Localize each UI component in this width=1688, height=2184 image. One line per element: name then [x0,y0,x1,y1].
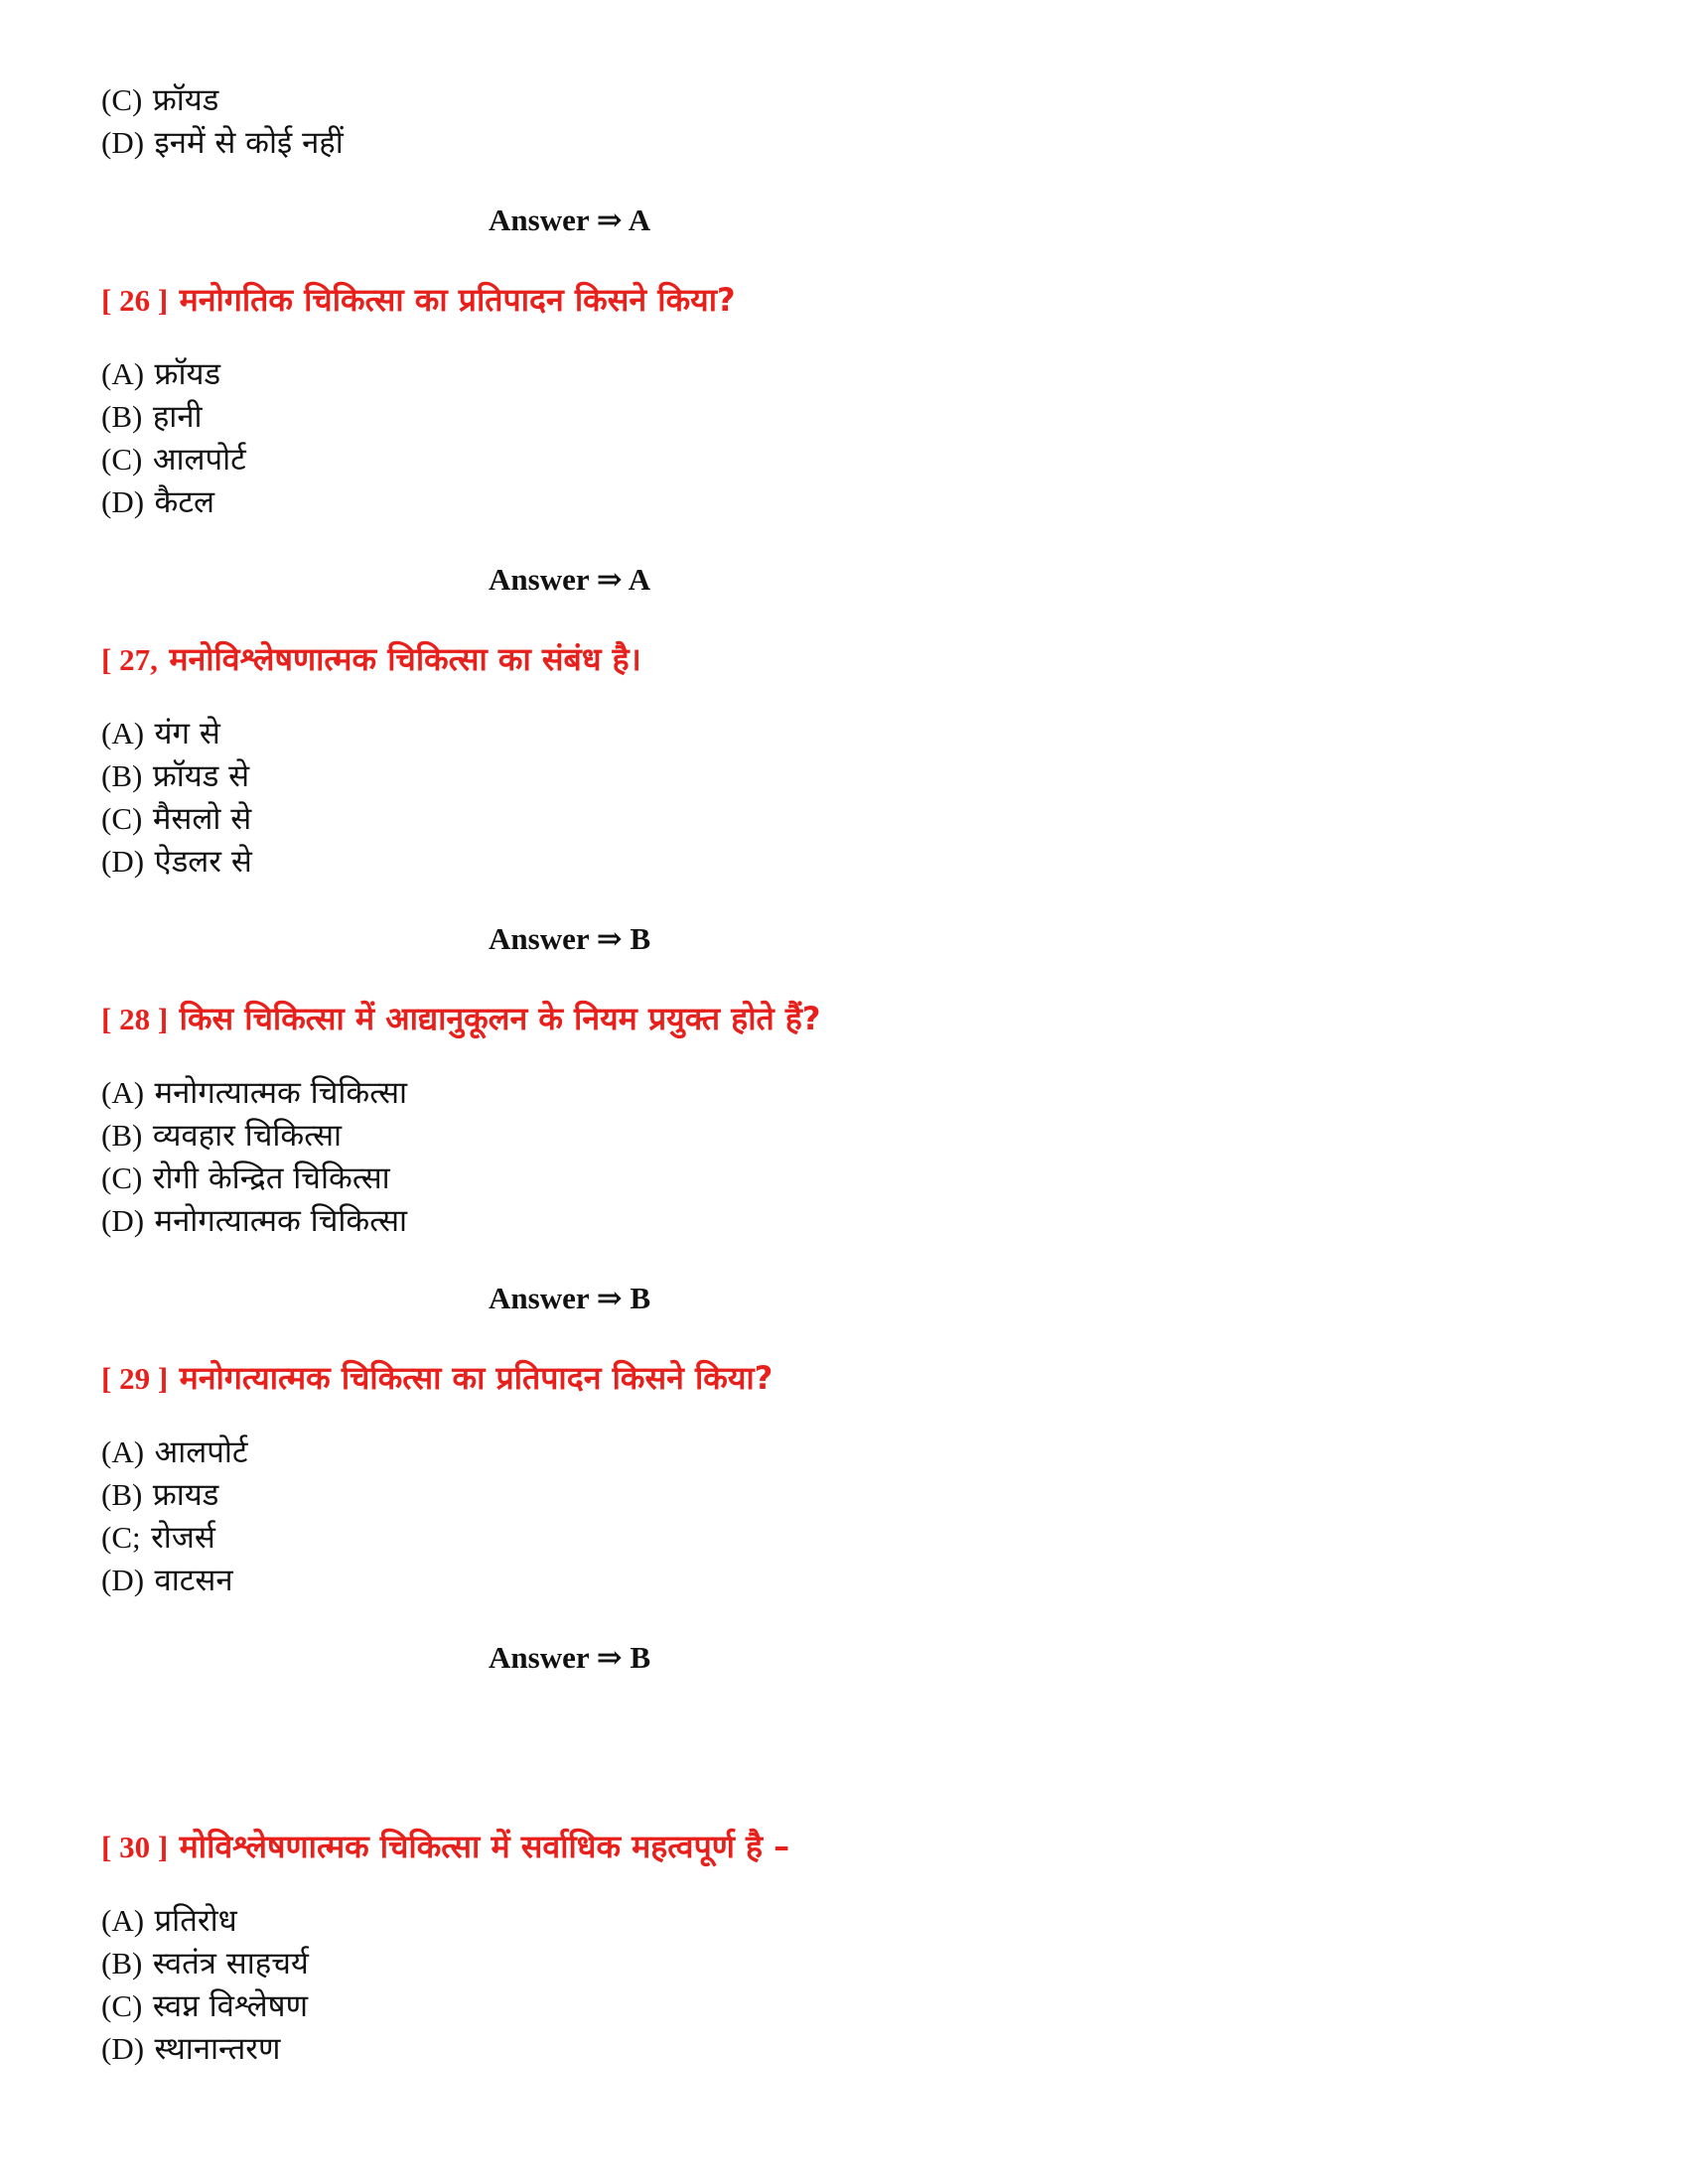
option-d [101,1558,1591,1600]
option-text: कैटल [154,484,214,520]
option-label: (C) [101,1988,143,2023]
option-a [101,1898,1591,1941]
option-text: स्वतंत्र साहचर्य [152,1946,309,1981]
option-b [101,1941,1591,1983]
answer-line: Answer ⇒ B [489,921,651,956]
question-text: मनोगतिक चिकित्सा का प्रतिपादन किसने किया? [179,281,736,319]
option-c [101,1983,1591,2026]
option-label: (A) [101,1075,145,1110]
option-c [101,1515,1591,1558]
question-number: [ 29 ] [101,1361,169,1396]
option-text: आलपोर्ट [154,1434,248,1470]
question-text: मोविश्लेषणात्मक चिकित्सा में सर्वाधिक महत्वपूर्ण है – [179,1828,790,1865]
option-label: (A) [101,356,145,391]
option-text: मनोगत्यात्मक चिकित्सा [154,1075,408,1111]
option-d [101,479,1591,522]
question-number: [ 26 ] [101,283,169,318]
option-label: (C; [101,1520,141,1555]
option-text: यंग से [154,716,220,751]
option-b [101,394,1591,437]
option-label: (D) [101,125,145,160]
option-a [101,711,1591,753]
option-text: व्यवहार चिकित्सा [152,1118,343,1154]
option-c [101,437,1591,479]
option-a [101,351,1591,394]
option-label: (D) [101,844,145,879]
answer-line: Answer ⇒ B [489,1640,651,1675]
option-text: रोजर्स [151,1520,215,1556]
option-b [101,753,1591,796]
option-b [101,1113,1591,1156]
option-d [101,1198,1591,1241]
document-page [101,77,1591,2069]
question-heading [101,637,1591,681]
option-label: (B) [101,1118,143,1153]
answer-line: Answer ⇒ A [489,562,651,597]
option-label: (B) [101,1477,143,1512]
question-block-27 [101,637,1591,959]
option-text: फ्रॉयड से [152,758,250,794]
answer-line: Answer ⇒ B [489,1281,651,1315]
option-label: (B) [101,1946,143,1980]
option-text: फ्रॉयड [154,356,221,392]
question-block-26 [101,278,1591,600]
option-label: (D) [101,1203,145,1238]
option-d [101,2026,1591,2069]
option-text: फ्रॉयड [152,82,219,118]
option-label: (C) [101,1160,143,1195]
question-number: [ 28 ] [101,1002,169,1036]
option-label: (A) [101,1434,145,1469]
option-label: (A) [101,1903,145,1938]
option-label: (B) [101,399,143,434]
question-block-30 [101,1825,1591,2069]
option-label: (C) [101,442,143,477]
page-spacer [101,1715,1591,1825]
option-label: (C) [101,82,143,117]
option-text: प्रतिरोध [154,1903,237,1939]
option-text: ऐडलर से [154,844,252,880]
question-heading [101,1356,1591,1400]
option-text: मनोगत्यात्मक चिकित्सा [154,1203,408,1239]
option-a [101,1430,1591,1472]
question-heading [101,997,1591,1040]
question-number: [ 27, [101,642,158,677]
option-text: स्थानान्तरण [154,2031,281,2067]
question-text: किस चिकित्सा में आद्यानुकूलन के नियम प्रयुक्त होते हैं? [179,1000,821,1037]
option-text: फ्रायड [152,1477,219,1513]
option-text: हानी [152,399,203,435]
option-text: इनमें से कोई नहीं [154,125,344,161]
answer-line: Answer ⇒ A [489,203,651,237]
option-c [101,796,1591,839]
question-heading [101,278,1591,322]
question-text: मनोविश्लेषणात्मक चिकित्सा का संबंध है। [169,640,641,678]
option-c [101,77,1591,120]
option-label: (D) [101,1563,145,1597]
question-block-29 [101,1356,1591,1678]
option-label: (D) [101,2031,145,2066]
option-text: मैसलो से [152,801,252,837]
question-text: मनोगत्यात्मक चिकित्सा का प्रतिपादन किसने किया? [179,1359,774,1397]
option-label: (B) [101,758,143,793]
option-label: (A) [101,716,145,751]
option-b [101,1472,1591,1515]
question-25-tail [101,77,1591,240]
option-label: (C) [101,801,143,836]
question-block-28 [101,997,1591,1318]
option-c [101,1156,1591,1198]
option-text: स्वप्न विश्लेषण [152,1988,309,2024]
option-d [101,839,1591,882]
question-heading [101,1825,1591,1868]
question-number: [ 30 ] [101,1830,169,1864]
option-text: रोगी केन्द्रित चिकित्सा [152,1160,390,1196]
option-d [101,120,1591,163]
option-text: वाटसन [154,1563,233,1598]
option-text: आलपोर्ट [152,442,246,478]
option-label: (D) [101,484,145,519]
option-a [101,1070,1591,1113]
